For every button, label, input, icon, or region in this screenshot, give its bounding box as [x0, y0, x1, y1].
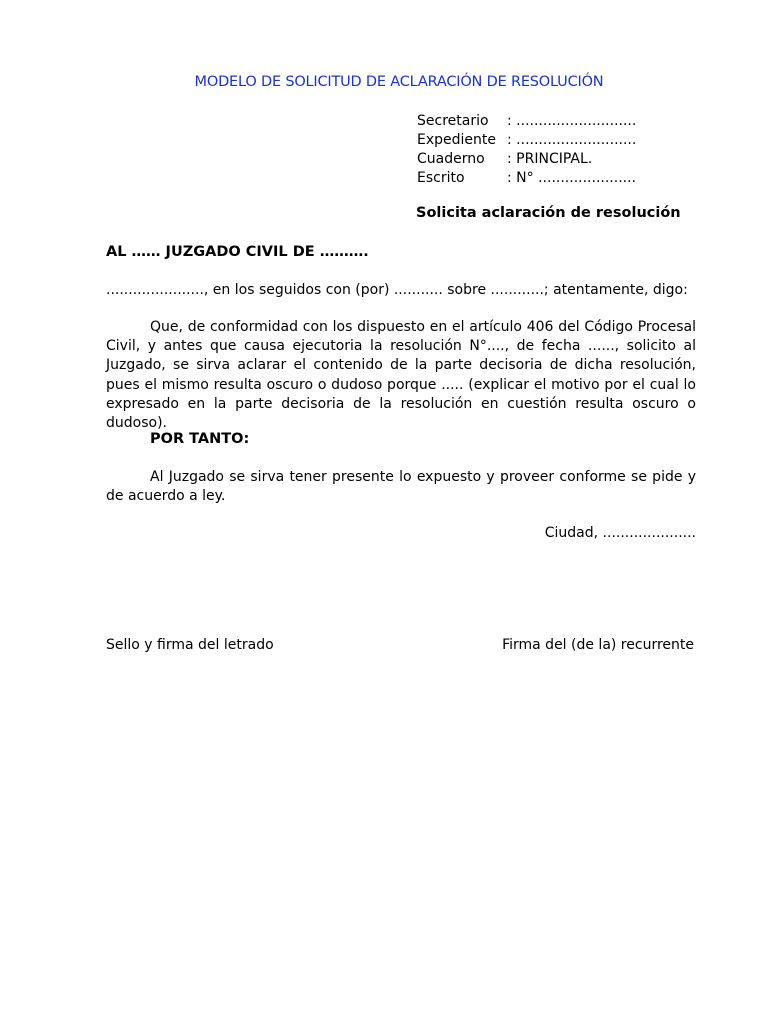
- meta-row-secretario: [417, 112, 636, 131]
- lawyer-signature-label: Sello y firma del letrado: [106, 637, 274, 653]
- petitioner-signature-label: Firma del (de la) recurrente: [502, 637, 694, 653]
- meta-value: : ...........................: [507, 113, 637, 129]
- meta-label: Escrito: [417, 170, 465, 186]
- meta-row-escrito: [417, 169, 636, 188]
- meta-value: : N° ......................: [507, 170, 636, 186]
- case-meta: [417, 112, 636, 188]
- body-text: Que, de conformidad con los dispuesto en el artículo 406 del Código Procesal Civil, y antes que causa ejecutoria la resolución N°...., de fecha ......, solicito al Juzgado, se sirva aclarar el contenido de la parte decisoria de dicha resolución, pues el mismo resulta oscuro o dudoso porque ..... (explicar el motivo por el cual lo expresado en la parte decisoria de la resolución en cuestión resulta oscuro o dudoso).: [106, 319, 696, 432]
- meta-row-expediente: [417, 131, 636, 150]
- sumilla: Solicita aclaración de resolución: [416, 205, 681, 221]
- meta-label: Cuaderno: [417, 151, 485, 167]
- meta-value: : PRINCIPAL.: [507, 151, 593, 167]
- meta-label: Secretario: [417, 113, 489, 129]
- intro-line: ......................, en los seguidos con (por) ........... sobre ............; atentamente, digo:: [106, 282, 688, 298]
- por-tanto-heading: POR TANTO:: [150, 431, 250, 447]
- addressee: AL …… JUZGADO CIVIL DE ……….: [106, 244, 369, 260]
- body-paragraph: [106, 318, 696, 433]
- document-title: MODELO DE SOLICITUD DE ACLARACIÓN DE RESOLUCIÓN: [194, 74, 604, 90]
- closing-paragraph: Al Juzgado se sirva tener presente lo expuesto y proveer conforme se pide y de acuerdo a ley.: [106, 469, 696, 505]
- city-date-line: Ciudad, .....................: [544, 525, 696, 541]
- meta-row-cuaderno: [417, 150, 636, 169]
- meta-value: : ...........................: [507, 132, 637, 148]
- meta-label: Expediente: [417, 132, 496, 148]
